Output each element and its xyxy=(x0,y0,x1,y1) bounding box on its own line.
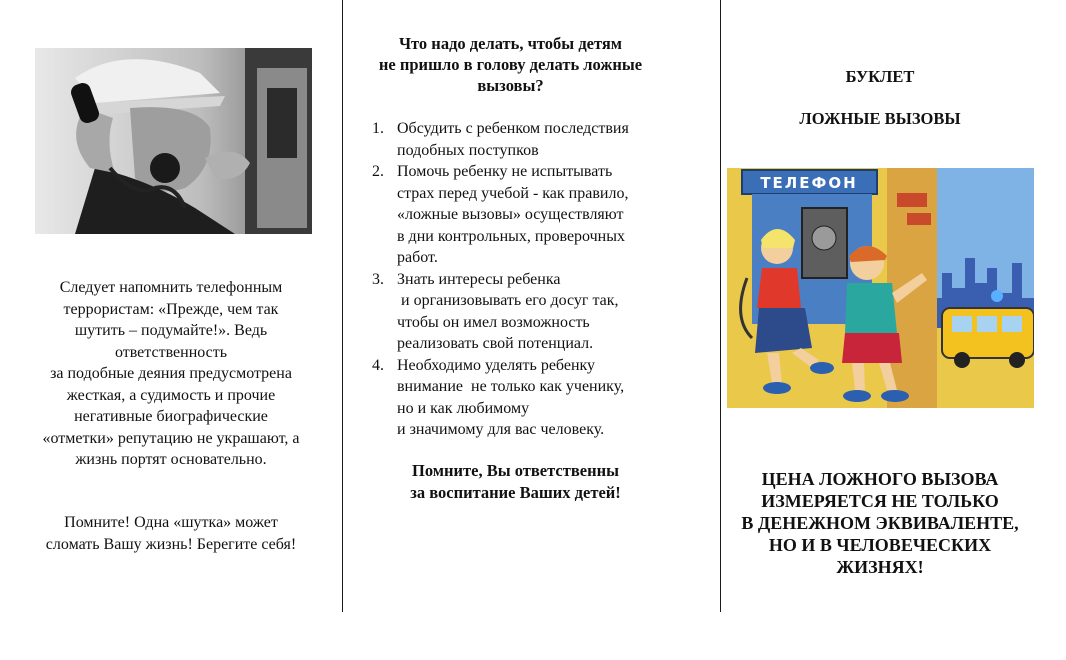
text-line: Помните! Одна «шутка» может xyxy=(64,514,278,531)
list-text: Знать интересы ребенка xyxy=(397,270,561,288)
note-line: Помните, Вы ответственны xyxy=(412,461,619,480)
list-number: 4. xyxy=(372,356,384,374)
text-line: террористам: «Прежде, чем так xyxy=(63,300,279,318)
advice-list xyxy=(372,118,692,441)
text-line: Следует напомнить телефонным xyxy=(59,279,283,296)
text-line: шутить – подумайте!». Ведь xyxy=(74,322,268,339)
phone-sign-text: ТЕЛЕФОН xyxy=(760,174,858,192)
payphone-photo xyxy=(35,48,312,234)
title-line: не пришло в голову делать ложные xyxy=(378,55,643,74)
text-line: «отметки» репутацию не украшают, а xyxy=(42,429,300,447)
booklet-title: ЛОЖНЫЕ ВЫЗОВЫ xyxy=(799,109,961,128)
cartoon-kids-payphone xyxy=(727,168,1034,408)
list-number: 1. xyxy=(372,120,384,137)
text-line: негативные биографические xyxy=(74,408,268,425)
text-line: за подобные деяния предусмотрена xyxy=(50,365,292,382)
booklet-header xyxy=(722,67,1038,129)
warning-paragraph xyxy=(8,277,334,471)
list-text: внимание не только как ученику, xyxy=(397,378,625,395)
price-line: ЦЕНА ЛОЖНОГО ВЫЗОВА xyxy=(761,469,999,489)
text-line: жесткая, а судимость и прочие xyxy=(66,386,276,404)
list-number: 3. xyxy=(372,270,384,288)
list-text: «ложные вызовы» осуществляют xyxy=(397,206,624,223)
column-divider-left xyxy=(342,0,343,612)
list-text: Обсудить с ребенком последствия xyxy=(397,120,629,137)
list-text: Помочь ребенку не испытывать xyxy=(397,163,613,180)
title-line: Что надо делать, чтобы детям xyxy=(398,34,623,53)
list-text: работ. xyxy=(397,249,438,266)
text-line: сломать Вашу жизнь! Берегите себя! xyxy=(45,535,297,553)
list-item xyxy=(372,269,692,355)
list-item xyxy=(372,355,692,441)
list-item xyxy=(372,118,692,161)
advice-title xyxy=(348,33,673,96)
list-item xyxy=(372,161,692,269)
list-text: чтобы он имел возможность xyxy=(397,313,590,331)
list-number: 2. xyxy=(372,163,384,180)
list-text: и значимому для вас человеку. xyxy=(397,421,605,438)
text-line: ответственность xyxy=(114,343,228,361)
price-line: ИЗМЕРЯЕТСЯ НЕ ТОЛЬКО xyxy=(761,491,999,511)
list-text: подобных поступков xyxy=(397,141,539,159)
title-line: вызовы? xyxy=(477,76,544,95)
list-text: реализовать свой потенциал. xyxy=(397,335,594,352)
list-text: Необходимо уделять ребенку xyxy=(397,356,596,374)
responsibility-note xyxy=(348,460,683,504)
list-text: но и как любимому xyxy=(397,399,530,417)
payphone-photo-illustration xyxy=(35,48,312,234)
price-of-false-call xyxy=(722,468,1038,578)
note-line: за воспитание Ваших детей! xyxy=(410,483,621,502)
text-line: жизнь портят основательно. xyxy=(75,451,267,468)
price-line: ЖИЗНЯХ! xyxy=(836,557,924,577)
price-line: В ДЕНЕЖНОМ ЭКВИВАЛЕНТЕ, xyxy=(741,513,1019,533)
column-divider-right xyxy=(720,0,721,612)
price-line: НО И В ЧЕЛОВЕЧЕСКИХ xyxy=(768,535,992,555)
booklet-label: БУКЛЕТ xyxy=(845,67,915,86)
list-text: в дни контрольных, проверочных xyxy=(397,227,625,245)
remember-paragraph xyxy=(8,512,334,555)
list-text: страх перед учебой - как правило, xyxy=(397,184,629,202)
cartoon-illustration xyxy=(727,168,1034,408)
list-text: и организовывать его досуг так, xyxy=(397,292,619,309)
